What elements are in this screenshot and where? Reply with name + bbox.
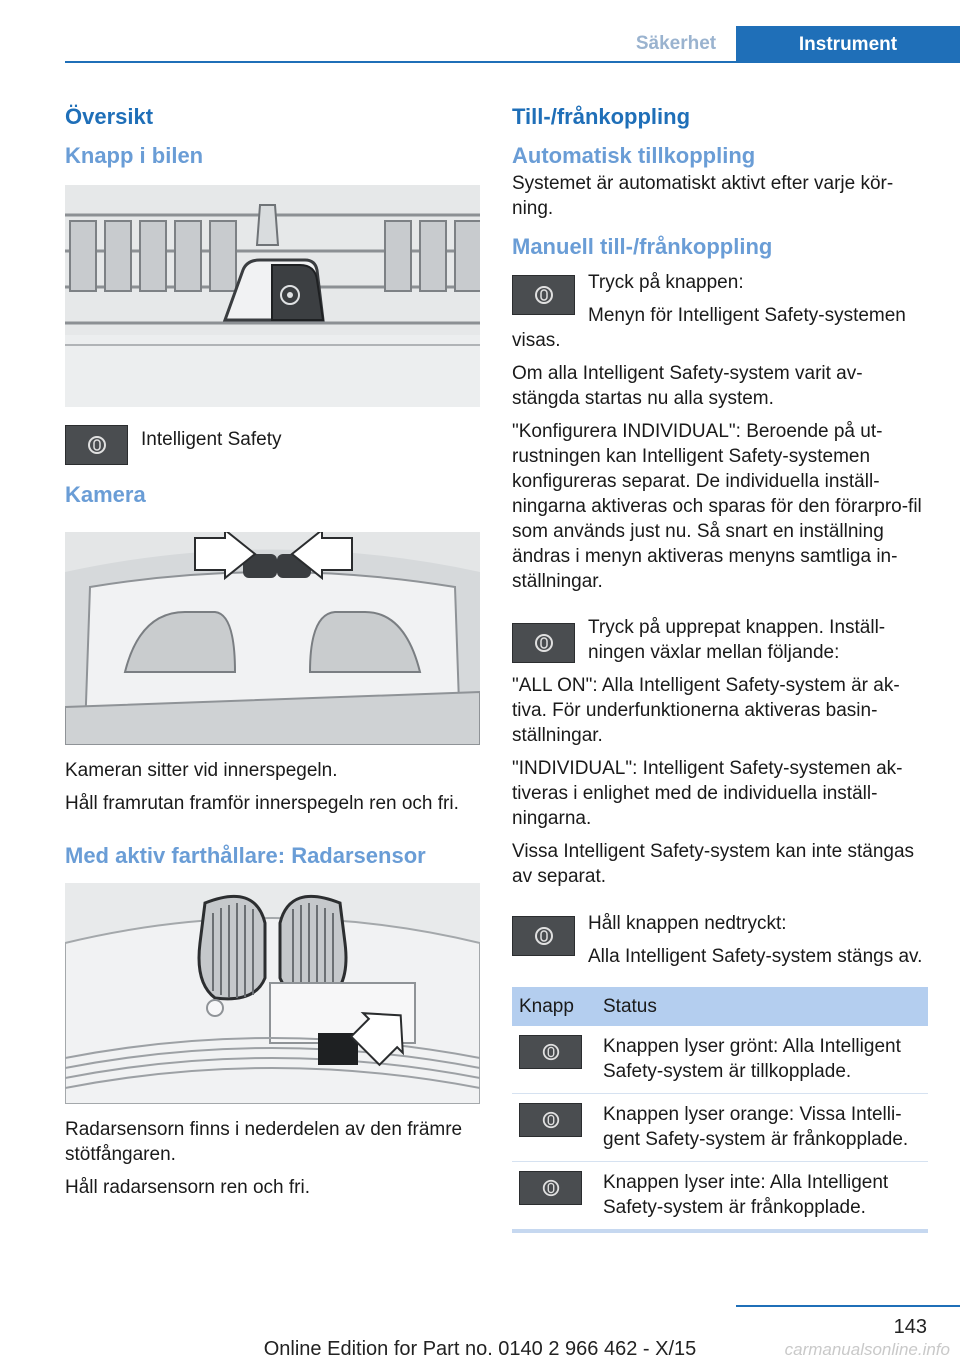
some-systems-text: Vissa Intelligent Safety-system kan inte stängas av separat. [512, 841, 915, 887]
hold-button-row [512, 911, 928, 936]
radar-text-1: Radarsensorn finns i nederdelen av den främre stötfångaren. [65, 1119, 463, 1165]
table-header-button: Knapp [512, 987, 596, 1026]
header-tab-safety: Säkerhet [635, 32, 717, 54]
subheading-radar: Med aktiv farthållare: Radarsensor [65, 843, 426, 868]
subheading-manual: Manuell till-/frånkoppling [512, 234, 773, 259]
intelligent-safety-button-icon [65, 425, 128, 465]
table-row [512, 1094, 928, 1162]
repeat-press-row [512, 615, 928, 665]
subheading-auto: Automatisk tillkoppling [512, 143, 756, 168]
illustration-camera [65, 532, 480, 745]
repeat-press-text: Tryck på upprepat knappen. Inställ-ningen växlar mellan följande: [588, 617, 886, 663]
press-text-2: Menyn för Intelligent Safety-systemen visas. [512, 305, 906, 351]
status-text: Knappen lyser grönt: Alla Intelligent Safety-system är tillkopplade. [596, 1026, 928, 1094]
intelligent-safety-button-icon [512, 916, 575, 956]
heading-overview: Översikt [65, 104, 154, 129]
camera-text-2: Håll framrutan framför innerspegeln ren och fri. [65, 793, 459, 814]
left-column [65, 95, 480, 1200]
table-row [512, 1026, 928, 1094]
page-number: 143 [893, 1316, 927, 1338]
button-off-icon [519, 1171, 582, 1205]
press-text-1: Tryck på knappen: [588, 272, 744, 293]
table-row [512, 1162, 928, 1232]
button-status-table [512, 987, 928, 1233]
individual-config-text: "Konfigurera INDIVIDUAL": Beroende på ut-rustningen kan Intelligent Safety-systemen konfigureras separat. De individuella inställ-ningarna aktiveras och sparas för den förarpro-fil som används just nu. Så snart en inställning ändras i menyn aktiveras menyns samtliga in-ställningar. [512, 421, 922, 592]
footer-rule [736, 1305, 960, 1307]
intelligent-safety-button-icon [512, 275, 575, 315]
individual-active-text: "INDIVIDUAL": Intelligent Safety-systemen ak-tiveras i enlighet med de individuella inställ-ningarna. [512, 758, 903, 829]
edition-text: Online Edition for Part no. 0140 2 966 462 - X/15 [263, 1338, 697, 1360]
watermark: carmanualsonline.info [784, 1340, 950, 1359]
intelligent-safety-button-icon [512, 623, 575, 663]
right-column [512, 95, 928, 1233]
button-legend-row [65, 425, 480, 471]
subheading-button-in-car: Knapp i bilen [65, 143, 204, 168]
auto-text: Systemet är automatiskt aktivt efter varje kör-ning. [512, 173, 894, 219]
hold-text-2: Alla Intelligent Safety-system stängs av. [588, 946, 923, 967]
heading-on-off: Till-/frånkoppling [512, 104, 691, 129]
illustration-button-in-car [65, 185, 480, 407]
status-text: Knappen lyser orange: Vissa Intelli-gent Safety-system är frånkopplade. [596, 1094, 928, 1162]
button-orange-icon [519, 1103, 582, 1137]
button-green-icon [519, 1035, 582, 1069]
all-on-text: "ALL ON": Alla Intelligent Safety-system är ak-tiva. För underfunktionerna aktiveras basin-ställningar. [512, 675, 900, 746]
header-rule [65, 61, 960, 63]
status-text: Knappen lyser inte: Alla Intelligent Safety-system är frånkopplade. [596, 1162, 928, 1232]
radar-text-2: Håll radarsensorn ren och fri. [65, 1177, 310, 1198]
all-off-text: Om alla Intelligent Safety-system varit av-stängda startas nu alla system. [512, 363, 863, 409]
press-button-row [512, 270, 928, 295]
subheading-camera: Kamera [65, 482, 146, 507]
table-header-status: Status [596, 987, 928, 1026]
header-tab-instrument: Instrument [736, 26, 960, 63]
camera-text-1: Kameran sitter vid innerspegeln. [65, 760, 338, 781]
illustration-radar-sensor [65, 883, 480, 1104]
hold-text-1: Håll knappen nedtryckt: [588, 913, 787, 934]
button-legend-label: Intelligent Safety [141, 429, 282, 450]
